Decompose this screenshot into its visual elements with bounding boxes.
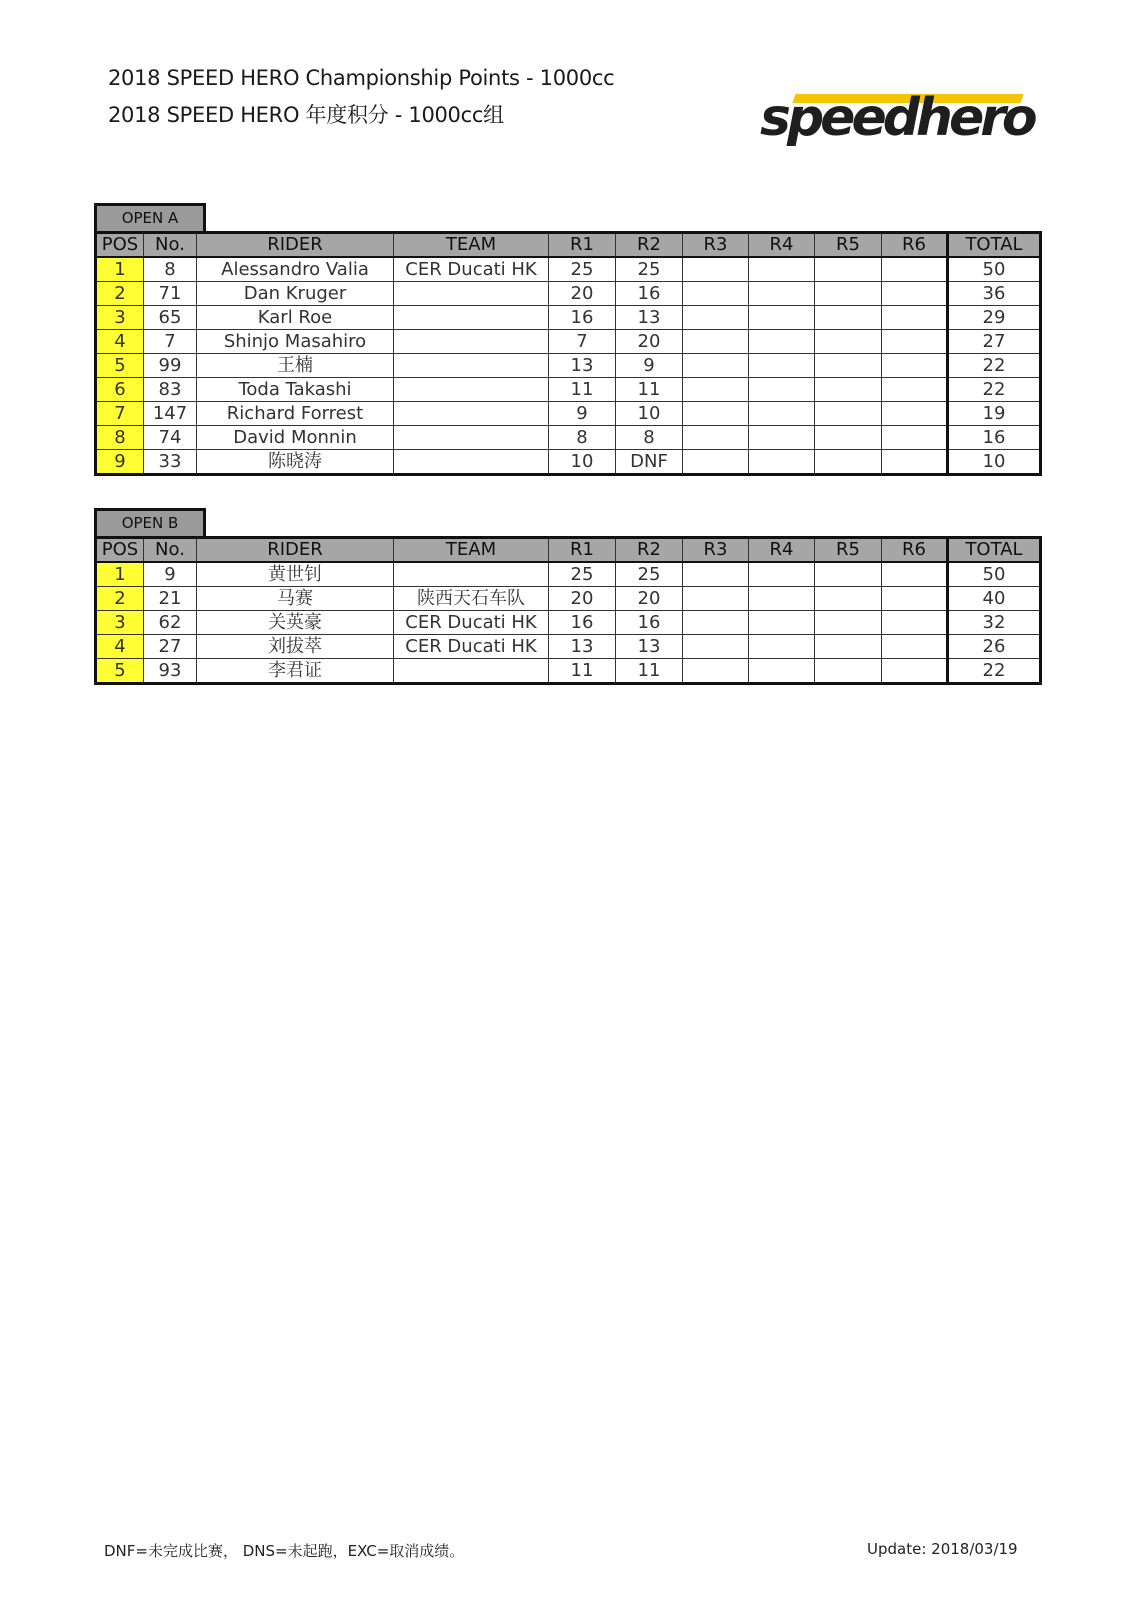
page-title-chinese: 2018 SPEED HERO 年度积分 - 1000cc组: [108, 103, 504, 127]
r5-cell: [815, 282, 882, 306]
r1-cell: 25: [549, 562, 616, 587]
r6-cell: [882, 611, 948, 635]
table-row: [96, 354, 1041, 378]
team-cell: [394, 354, 549, 378]
r1-cell: 9: [549, 402, 616, 426]
column-header-r1: R1: [549, 538, 616, 563]
team-cell: [394, 450, 549, 475]
column-header-total: TOTAL: [948, 538, 1041, 563]
rider-cell: Karl Roe: [197, 306, 394, 330]
rider-cell: David Monnin: [197, 426, 394, 450]
r1-cell: 25: [549, 257, 616, 282]
column-header-pos: POS: [96, 538, 144, 563]
r4-cell: [749, 659, 815, 684]
column-header-r5: R5: [815, 538, 882, 563]
column-header-r3: R3: [683, 233, 749, 258]
r4-cell: [749, 426, 815, 450]
r1-cell: 11: [549, 659, 616, 684]
number-cell: 9: [144, 562, 197, 587]
open-a-label: OPEN A: [94, 203, 206, 231]
r6-cell: [882, 562, 948, 587]
column-header-number: No.: [144, 538, 197, 563]
r3-cell: [683, 306, 749, 330]
r5-cell: [815, 402, 882, 426]
table-row: [96, 587, 1041, 611]
r6-cell: [882, 659, 948, 684]
r4-cell: [749, 402, 815, 426]
r2-cell: 11: [616, 378, 683, 402]
number-cell: 7: [144, 330, 197, 354]
column-header-pos: POS: [96, 233, 144, 258]
table-row: [96, 330, 1041, 354]
r6-cell: [882, 587, 948, 611]
update-date: Update: 2018/03/19: [867, 1540, 1018, 1558]
r4-cell: [749, 562, 815, 587]
footnote-legend: DNF=未完成比赛， DNS=未起跑，EXC=取消成绩。: [104, 1542, 465, 1560]
rider-cell: 刘拔萃: [197, 635, 394, 659]
r2-cell: 10: [616, 402, 683, 426]
r5-cell: [815, 257, 882, 282]
column-header-total: TOTAL: [948, 233, 1041, 258]
rider-cell: 陈晓涛: [197, 450, 394, 475]
number-cell: 147: [144, 402, 197, 426]
column-header-r5: R5: [815, 233, 882, 258]
pos-cell: 5: [96, 354, 144, 378]
r2-cell: 13: [616, 306, 683, 330]
pos-cell: 3: [96, 611, 144, 635]
number-cell: 33: [144, 450, 197, 475]
r1-cell: 7: [549, 330, 616, 354]
r5-cell: [815, 450, 882, 475]
header-row: [96, 233, 1041, 258]
open-b-section: [94, 508, 1039, 685]
table-row: [96, 257, 1041, 282]
r3-cell: [683, 378, 749, 402]
r2-cell: 25: [616, 562, 683, 587]
r1-cell: 13: [549, 635, 616, 659]
r6-cell: [882, 450, 948, 475]
rider-cell: Shinjo Masahiro: [197, 330, 394, 354]
table-row: [96, 402, 1041, 426]
team-cell: CER Ducati HK: [394, 257, 549, 282]
rider-cell: Toda Takashi: [197, 378, 394, 402]
number-cell: 65: [144, 306, 197, 330]
number-cell: 21: [144, 587, 197, 611]
number-cell: 93: [144, 659, 197, 684]
rider-cell: 李君证: [197, 659, 394, 684]
total-cell: 16: [948, 426, 1041, 450]
pos-cell: 9: [96, 450, 144, 475]
r4-cell: [749, 450, 815, 475]
number-cell: 27: [144, 635, 197, 659]
r1-cell: 16: [549, 306, 616, 330]
r1-cell: 20: [549, 587, 616, 611]
r2-cell: 20: [616, 587, 683, 611]
r5-cell: [815, 562, 882, 587]
r6-cell: [882, 257, 948, 282]
total-cell: 10: [948, 450, 1041, 475]
pos-cell: 1: [96, 257, 144, 282]
r4-cell: [749, 611, 815, 635]
pos-cell: 7: [96, 402, 144, 426]
r5-cell: [815, 354, 882, 378]
total-cell: 19: [948, 402, 1041, 426]
r3-cell: [683, 611, 749, 635]
r5-cell: [815, 330, 882, 354]
number-cell: 71: [144, 282, 197, 306]
column-header-r1: R1: [549, 233, 616, 258]
table-row: [96, 562, 1041, 587]
r2-cell: 8: [616, 426, 683, 450]
r2-cell: 16: [616, 611, 683, 635]
r6-cell: [882, 330, 948, 354]
total-cell: 50: [948, 257, 1041, 282]
table-row: [96, 426, 1041, 450]
total-cell: 22: [948, 354, 1041, 378]
header-row: [96, 538, 1041, 563]
total-cell: 40: [948, 587, 1041, 611]
total-cell: 22: [948, 378, 1041, 402]
r3-cell: [683, 282, 749, 306]
column-header-r6: R6: [882, 233, 948, 258]
r4-cell: [749, 330, 815, 354]
table-row: [96, 450, 1041, 475]
r4-cell: [749, 354, 815, 378]
table-row: [96, 635, 1041, 659]
r6-cell: [882, 354, 948, 378]
total-cell: 26: [948, 635, 1041, 659]
team-cell: [394, 282, 549, 306]
number-cell: 74: [144, 426, 197, 450]
total-cell: 29: [948, 306, 1041, 330]
r5-cell: [815, 635, 882, 659]
open-a-section: [94, 203, 1039, 476]
r4-cell: [749, 306, 815, 330]
team-cell: 陕西天石车队: [394, 587, 549, 611]
team-cell: [394, 306, 549, 330]
table-row: [96, 306, 1041, 330]
pos-cell: 3: [96, 306, 144, 330]
r6-cell: [882, 282, 948, 306]
r3-cell: [683, 330, 749, 354]
r1-cell: 8: [549, 426, 616, 450]
r6-cell: [882, 378, 948, 402]
r3-cell: [683, 659, 749, 684]
pos-cell: 6: [96, 378, 144, 402]
total-cell: 32: [948, 611, 1041, 635]
r3-cell: [683, 635, 749, 659]
r3-cell: [683, 426, 749, 450]
r1-cell: 11: [549, 378, 616, 402]
r3-cell: [683, 562, 749, 587]
r2-cell: 9: [616, 354, 683, 378]
r5-cell: [815, 426, 882, 450]
total-cell: 27: [948, 330, 1041, 354]
pos-cell: 5: [96, 659, 144, 684]
column-header-r3: R3: [683, 538, 749, 563]
r3-cell: [683, 402, 749, 426]
rider-cell: Dan Kruger: [197, 282, 394, 306]
r4-cell: [749, 282, 815, 306]
total-cell: 36: [948, 282, 1041, 306]
r5-cell: [815, 587, 882, 611]
r2-cell: DNF: [616, 450, 683, 475]
number-cell: 62: [144, 611, 197, 635]
team-cell: CER Ducati HK: [394, 635, 549, 659]
column-header-team: TEAM: [394, 233, 549, 258]
column-header-r4: R4: [749, 233, 815, 258]
number-cell: 99: [144, 354, 197, 378]
rider-cell: 黄世钊: [197, 562, 394, 587]
team-cell: CER Ducati HK: [394, 611, 549, 635]
column-header-rider: RIDER: [197, 233, 394, 258]
column-header-rider: RIDER: [197, 538, 394, 563]
pos-cell: 4: [96, 330, 144, 354]
r1-cell: 10: [549, 450, 616, 475]
team-cell: [394, 402, 549, 426]
team-cell: [394, 330, 549, 354]
total-cell: 22: [948, 659, 1041, 684]
column-header-r2: R2: [616, 538, 683, 563]
total-cell: 50: [948, 562, 1041, 587]
table-row: [96, 611, 1041, 635]
team-cell: [394, 426, 549, 450]
open-b-label: OPEN B: [94, 508, 206, 536]
column-header-number: No.: [144, 233, 197, 258]
rider-cell: 王楠: [197, 354, 394, 378]
team-cell: [394, 659, 549, 684]
r6-cell: [882, 402, 948, 426]
r2-cell: 16: [616, 282, 683, 306]
r5-cell: [815, 378, 882, 402]
team-cell: [394, 378, 549, 402]
r2-cell: 20: [616, 330, 683, 354]
column-header-r2: R2: [616, 233, 683, 258]
team-cell: [394, 562, 549, 587]
table-row: [96, 659, 1041, 684]
r1-cell: 16: [549, 611, 616, 635]
open-b-table: [94, 536, 1042, 685]
column-header-r6: R6: [882, 538, 948, 563]
r4-cell: [749, 635, 815, 659]
r4-cell: [749, 378, 815, 402]
rider-cell: 马赛: [197, 587, 394, 611]
table-row: [96, 282, 1041, 306]
r3-cell: [683, 257, 749, 282]
r6-cell: [882, 306, 948, 330]
pos-cell: 4: [96, 635, 144, 659]
r4-cell: [749, 257, 815, 282]
rider-cell: Richard Forrest: [197, 402, 394, 426]
r2-cell: 25: [616, 257, 683, 282]
r5-cell: [815, 659, 882, 684]
r5-cell: [815, 611, 882, 635]
r3-cell: [683, 587, 749, 611]
number-cell: 83: [144, 378, 197, 402]
number-cell: 8: [144, 257, 197, 282]
open-a-table: [94, 231, 1042, 476]
rider-cell: 关英豪: [197, 611, 394, 635]
r4-cell: [749, 587, 815, 611]
r5-cell: [815, 306, 882, 330]
pos-cell: 2: [96, 587, 144, 611]
pos-cell: 2: [96, 282, 144, 306]
page-title-english: 2018 SPEED HERO Championship Points - 1000cc: [108, 66, 615, 90]
r6-cell: [882, 426, 948, 450]
r6-cell: [882, 635, 948, 659]
r1-cell: 13: [549, 354, 616, 378]
r2-cell: 13: [616, 635, 683, 659]
r3-cell: [683, 354, 749, 378]
pos-cell: 8: [96, 426, 144, 450]
speedhero-logo: [760, 82, 1034, 152]
pos-cell: 1: [96, 562, 144, 587]
rider-cell: Alessandro Valia: [197, 257, 394, 282]
table-row: [96, 378, 1041, 402]
r1-cell: 20: [549, 282, 616, 306]
logo-wordmark: speedhero: [760, 88, 1034, 148]
column-header-r4: R4: [749, 538, 815, 563]
column-header-team: TEAM: [394, 538, 549, 563]
r3-cell: [683, 450, 749, 475]
r2-cell: 11: [616, 659, 683, 684]
